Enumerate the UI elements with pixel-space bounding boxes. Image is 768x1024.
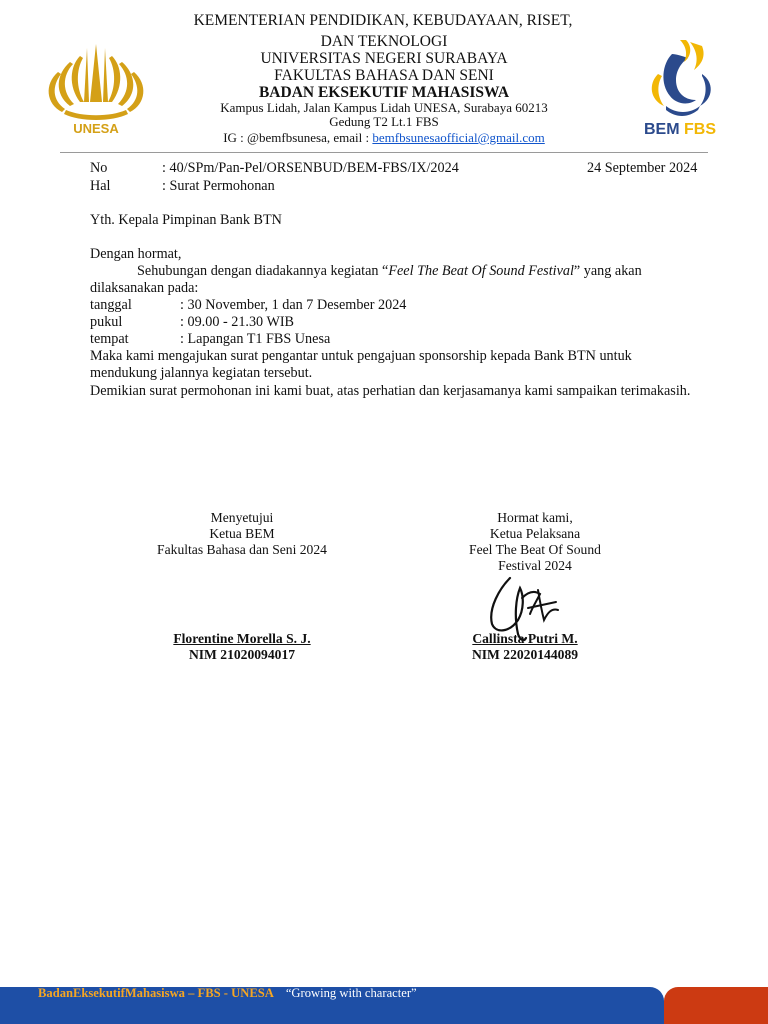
- organization-name: BADAN EKSEKUTIF MAHASISWA: [258, 84, 510, 101]
- footer: [38, 986, 417, 1001]
- signature-right-event-line-2: Festival 2024: [498, 558, 572, 573]
- detail-value-place: : Lapangan T1 FBS Unesa: [180, 331, 331, 347]
- address-line: Kampus Lidah, Jalan Kampus Lidah UNESA, Surabaya 60213: [220, 100, 548, 115]
- subject-label: Hal: [90, 178, 111, 194]
- signature-left-unit: Fakultas Bahasa dan Seni 2024: [157, 542, 327, 557]
- paragraph-2-line-2: mendukung jalannya kegiatan tersebut.: [90, 365, 313, 381]
- subject-value: : Surat Permohonan: [162, 178, 275, 194]
- contact-line: [0, 130, 768, 146]
- signature-left-approval: Menyetujui: [210, 510, 274, 525]
- detail-value-date: : 30 November, 1 dan 7 Desember 2024: [180, 297, 407, 313]
- signature-left-role: Ketua BEM: [209, 526, 275, 541]
- detail-label-place: tempat: [90, 331, 129, 347]
- signature-left-name: Florentine Morella S. J.: [173, 631, 311, 646]
- unesa-logo-text: UNESA: [73, 121, 119, 136]
- signature-right-nim: NIM 22020144089: [471, 647, 579, 662]
- faculty-name: FAKULTAS BAHASA DAN SENI: [274, 67, 494, 84]
- signature-right-role: Ketua Pelaksana: [489, 526, 581, 541]
- bemfbs-logo-text-fbs: FBS: [684, 121, 716, 138]
- signature-right-block: [415, 510, 655, 574]
- signature-right-identity: [405, 631, 645, 663]
- paragraph-2-line-1: Maka kami mengajukan surat pengantar untuk pengajuan sponsorship kepada Bank BTN untuk: [90, 348, 632, 364]
- paragraph-1-before: Sehubungan dengan diadakannya kegiatan “: [137, 263, 389, 279]
- bemfbs-logo-text-bem: BEM: [644, 121, 680, 138]
- footer-motto: “Growing with character”: [285, 986, 417, 1000]
- greeting: Dengan hormat,: [90, 246, 182, 262]
- detail-label-time: pukul: [90, 314, 123, 330]
- closing-paragraph: Demikian surat permohonan ini kami buat, atas perhatian dan kerjasamanya kami sampaikan terimakasih.: [90, 383, 691, 399]
- letterhead-divider: [60, 152, 708, 153]
- detail-label-date: tanggal: [90, 297, 132, 313]
- letter-date: 24 September 2024: [587, 160, 698, 176]
- email-link[interactable]: bemfbsunesaofficial@gmail.com: [372, 130, 545, 145]
- footer-accent: [664, 987, 768, 1024]
- university-name: UNIVERSITAS NEGERI SURABAYA: [260, 50, 508, 67]
- detail-value-time: : 09.00 - 21.30 WIB: [180, 314, 295, 330]
- signature-left-identity: [122, 631, 362, 663]
- ministry-line-1: KEMENTERIAN PENDIDIKAN, KEBUDAYAAN, RISET,: [193, 12, 573, 29]
- signature-right-event-line-1: Feel The Beat Of Sound: [469, 542, 601, 557]
- paragraph-1-line-2: dilaksanakan pada:: [90, 280, 199, 296]
- paragraph-1-after: ” yang akan: [573, 263, 642, 279]
- recipient: Yth. Kepala Pimpinan Bank BTN: [90, 212, 282, 228]
- signature-left-nim: NIM 21020094017: [188, 647, 296, 662]
- contact-prefix: IG : @bemfbsunesa, email :: [223, 130, 373, 145]
- ministry-line-2: DAN TEKNOLOGI: [320, 33, 448, 50]
- paragraph-1-line-1: [137, 263, 642, 280]
- signature-right-name: Callinsta Putri M.: [472, 631, 578, 646]
- signature-right-regards: Hormat kami,: [497, 510, 573, 525]
- signature-left-block: [122, 510, 362, 558]
- building-line: Gedung T2 Lt.1 FBS: [329, 114, 439, 129]
- footer-brand: BadanEksekutifMahasiswa – FBS - UNESA: [38, 986, 274, 1000]
- event-name: Feel The Beat Of Sound Festival: [388, 263, 574, 279]
- number-value: : 40/SPm/Pan-Pel/ORSENBUD/BEM-FBS/IX/2024: [162, 160, 459, 176]
- number-label: No: [90, 160, 108, 176]
